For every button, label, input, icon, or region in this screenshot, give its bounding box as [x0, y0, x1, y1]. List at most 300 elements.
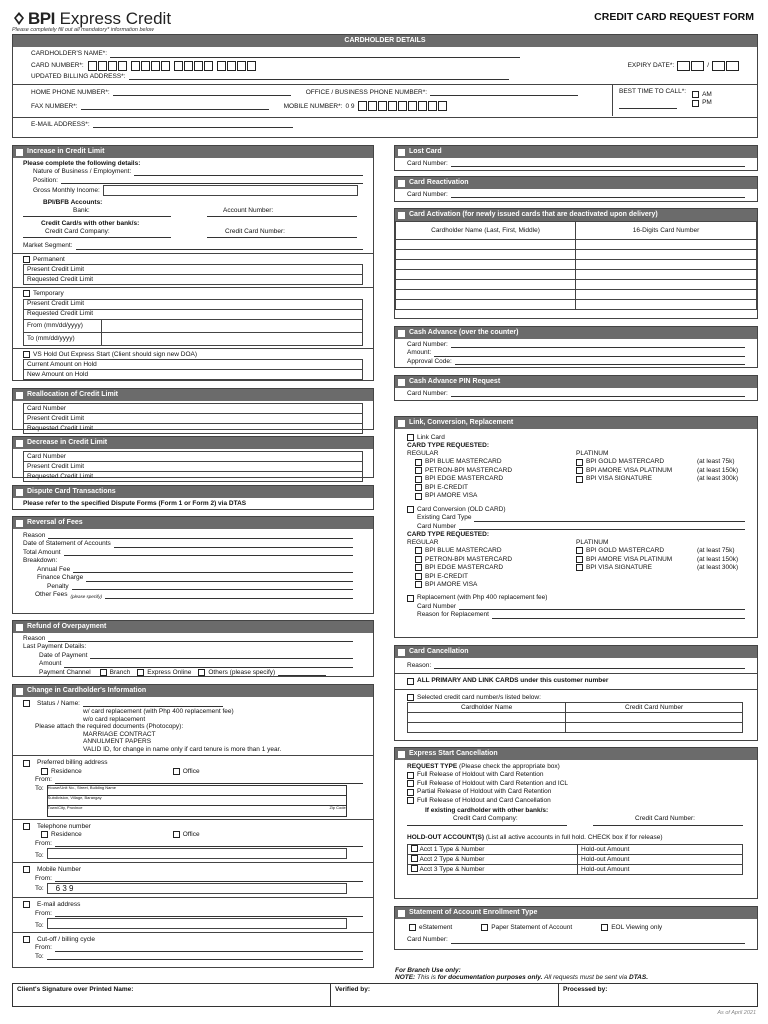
reactivation-title: Card Reactivation — [409, 178, 469, 186]
table-row[interactable] — [396, 300, 757, 310]
billing-field[interactable] — [129, 73, 509, 80]
table-row[interactable] — [408, 723, 743, 733]
expiry-year[interactable] — [712, 61, 739, 71]
lost-card-section — [394, 145, 758, 171]
reg-option-checkbox[interactable] — [415, 547, 422, 554]
cardholder-title: CARDHOLDER DETAILS — [13, 35, 757, 47]
reversal-reason-field[interactable] — [48, 532, 353, 539]
branch-label: Branch — [109, 668, 131, 676]
link-title: Link, Conversion, Replacement — [409, 418, 514, 426]
pm-checkbox[interactable] — [692, 100, 699, 107]
es-option: Partial Release of Holdout with Card Retention — [417, 788, 552, 796]
other-fees-note: (please specify) — [70, 593, 103, 599]
acct-label: Acct 1 Type & Number — [419, 846, 485, 854]
email-to-label: To: — [35, 921, 44, 929]
zip-code: Zip Code — [329, 804, 346, 810]
acct-checkbox[interactable] — [411, 865, 418, 872]
reg-option-checkbox[interactable] — [415, 476, 422, 483]
cutoff-to-field[interactable] — [47, 953, 363, 960]
to-date-label: To (mm/dd/yyyy) — [24, 332, 102, 345]
approval-field[interactable] — [455, 358, 745, 365]
dispute-title: Dispute Card Transactions — [27, 487, 116, 495]
reg-option: PETRON-BPI MASTERCARD — [425, 466, 513, 474]
plat-option: BPI AMORE VISA PLATINUM — [586, 466, 673, 474]
react-card-field[interactable] — [451, 191, 745, 198]
activation-col1: Cardholder Name (Last, First, Middle) — [396, 222, 576, 240]
lost-card-field[interactable] — [451, 160, 745, 167]
reg-option: PETRON-BPI MASTERCARD — [425, 555, 513, 563]
es-option: Full Release of Holdout and Card Cancellation — [417, 796, 551, 804]
card-number-boxes[interactable] — [131, 61, 170, 71]
all-cards-checkbox[interactable] — [407, 678, 414, 685]
to-date-field[interactable] — [102, 332, 363, 345]
activation-checkbox[interactable] — [398, 212, 405, 219]
attach-label: Please attach the required documents (Photocopy): — [35, 723, 184, 731]
pref-billing-label: Preferred billing address — [37, 759, 108, 767]
es-company-label: Credit Card Company: — [453, 814, 518, 822]
soa-section — [394, 906, 758, 950]
perm-requested-label: Requested Credit Limit — [24, 275, 363, 285]
cash-amount-field[interactable] — [434, 350, 745, 357]
table-row[interactable] — [408, 713, 743, 723]
reallocation-title: Reallocation of Credit Limit — [27, 390, 119, 398]
table-row[interactable] — [396, 290, 757, 300]
annual-fee-field[interactable] — [73, 566, 353, 573]
plat-option: BPI VISA SIGNATURE — [586, 564, 652, 572]
bpi-accounts-label: BPI/BFB Accounts: — [43, 199, 103, 207]
tel-office-checkbox[interactable] — [173, 831, 180, 838]
other-fees-field[interactable] — [105, 592, 353, 599]
es-existing-label: If existing cardholder with other bank/s: — [425, 807, 549, 815]
online-label: Express Online — [147, 668, 192, 676]
cash-title: Cash Advance (over the counter) — [409, 328, 519, 336]
change-checkbox[interactable] — [16, 688, 23, 695]
reg-option-checkbox[interactable] — [415, 493, 422, 500]
penalty-field[interactable] — [72, 583, 353, 590]
conv-card-field[interactable] — [459, 523, 745, 530]
plat-option: BPI VISA SIGNATURE — [586, 475, 652, 483]
dispute-checkbox[interactable] — [16, 489, 23, 496]
nature-field[interactable] — [134, 169, 363, 176]
status-label: Status / Name: — [37, 700, 80, 707]
other-fees-label: Other Fees — [35, 591, 68, 599]
wo-card-replacement: w/o card replacement — [83, 715, 146, 723]
tel-to-label: To: — [35, 851, 44, 859]
req-type-note: (Please check the appropriate box) — [459, 763, 560, 770]
home-label: HOME PHONE NUMBER*: — [31, 88, 110, 96]
pin-card-field[interactable] — [451, 390, 745, 397]
verified-by[interactable]: Verified by: — [331, 984, 559, 1006]
mobile-from-field[interactable] — [55, 875, 363, 882]
cancel-reason-field[interactable] — [434, 662, 745, 669]
approval-label: Approval Code: — [407, 357, 452, 365]
gross-field[interactable] — [103, 185, 358, 196]
office-checkbox[interactable] — [173, 768, 180, 775]
decrease-section — [12, 436, 374, 478]
paper-checkbox[interactable] — [481, 924, 488, 931]
tel-to-field[interactable] — [47, 848, 347, 859]
increase-instructions: Please complete the following details: — [23, 160, 141, 167]
es-company-field[interactable] — [407, 825, 567, 826]
eol-checkbox[interactable] — [601, 924, 608, 931]
plat-option-checkbox[interactable] — [576, 547, 583, 554]
card-number-boxes[interactable] — [217, 61, 256, 71]
account-field[interactable] — [207, 216, 357, 217]
tel-from-label: From: — [35, 839, 52, 847]
cutoff-to-label: To: — [35, 952, 44, 960]
realloc-requested-label: Requested Credit Limit — [24, 424, 363, 434]
market-label: Market Segment: — [23, 242, 73, 250]
platinum-label: PLATINUM — [576, 449, 609, 457]
soa-date-label: Date of Statement of Accounts — [23, 540, 111, 548]
nature-label: Nature of Business / Employment: — [33, 168, 132, 176]
breakdown-label: Breakdown: — [23, 557, 58, 565]
card-number-boxes[interactable] — [88, 61, 127, 71]
telephone-label: Telephone number — [37, 822, 91, 830]
pref-billing-checkbox[interactable] — [23, 760, 30, 767]
reg-option: BPI EDGE MASTERCARD — [425, 475, 504, 483]
estatement-checkbox[interactable] — [409, 924, 416, 931]
all-cards-label: ALL PRIMARY AND LINK CARDS under this customer number — [417, 677, 609, 685]
residence-checkbox[interactable] — [41, 768, 48, 775]
email-field[interactable] — [93, 121, 293, 128]
holdout-amount: Hold-out Amount — [578, 844, 743, 854]
reallocation-checkbox[interactable] — [16, 392, 23, 399]
table-row[interactable] — [408, 844, 743, 854]
lost-checkbox[interactable] — [398, 149, 405, 156]
card-number-label: CARD NUMBER*: — [31, 61, 84, 69]
processed-by[interactable]: Processed by: — [563, 986, 608, 993]
office-label: OFFICE / BUSINESS PHONE NUMBER*: — [305, 88, 428, 96]
tel-residence-checkbox[interactable] — [41, 831, 48, 838]
lost-title: Lost Card — [409, 147, 442, 155]
increase-checkbox[interactable] — [16, 149, 23, 156]
realloc-present-label: Present Credit Limit — [24, 414, 363, 424]
temp-present-label: Present Credit Limit — [24, 299, 363, 309]
tel-from-field[interactable] — [55, 840, 363, 847]
client-signature[interactable]: Client's Signature over Printed Name: — [13, 984, 331, 1006]
telephone-checkbox[interactable] — [23, 823, 30, 830]
reg-option: BPI BLUE MASTERCARD — [425, 547, 502, 555]
es-option-checkbox[interactable] — [407, 772, 414, 779]
type-req-label: CARD TYPE REQUESTED: — [407, 442, 489, 450]
cancel-title: Card Cancellation — [409, 647, 469, 655]
email-checkbox[interactable] — [23, 901, 30, 908]
online-checkbox[interactable] — [137, 669, 144, 676]
address-line3: Town/City, Province — [47, 804, 83, 810]
footer-note: NOTE: This is for documentation purposes only. All requests must be sent via DTAS. — [395, 974, 649, 981]
plat-amount: (at least 75k) — [697, 547, 735, 555]
position-label: Position: — [33, 176, 58, 184]
conversion-label: Card Conversion (OLD CARD) — [417, 505, 506, 513]
address-line1: House/Unit No., Street, Building Name — [48, 786, 346, 796]
plat-option-checkbox[interactable] — [576, 556, 583, 563]
status-checkbox[interactable] — [23, 700, 30, 707]
table-row[interactable] — [396, 270, 757, 280]
increase-title: Increase in Credit Limit — [27, 147, 105, 155]
decrease-checkbox[interactable] — [16, 440, 23, 447]
reg-option: BPI AMORE VISA — [425, 492, 478, 500]
reactivation-checkbox[interactable] — [398, 180, 405, 187]
decrease-present-label: Present Credit Limit — [24, 462, 363, 472]
cutoff-checkbox[interactable] — [23, 936, 30, 943]
es-ccnum-label: Credit Card Number: — [635, 814, 695, 822]
penalty-label: Penalty — [47, 582, 69, 590]
reversal-section — [12, 516, 374, 614]
table-row[interactable] — [408, 864, 743, 874]
conversion-checkbox[interactable] — [407, 506, 414, 513]
reg-option: BPI E-CREDIT — [425, 572, 468, 580]
holdout-note: (List all active accounts in full hold. CHECK box if for release) — [485, 834, 663, 842]
bank-field[interactable] — [23, 216, 171, 217]
position-field[interactable] — [61, 177, 363, 184]
es-ccnum-field[interactable] — [593, 825, 743, 826]
soa-date-field[interactable] — [114, 541, 353, 548]
email-to-field[interactable] — [47, 918, 347, 929]
reversal-checkbox[interactable] — [16, 520, 23, 527]
refund-reason-field[interactable] — [48, 635, 353, 642]
payment-amount-label: Amount — [39, 660, 62, 668]
status-field[interactable] — [83, 700, 223, 707]
holdout-amount: Hold-out Amount — [578, 864, 743, 874]
table-row[interactable] — [396, 240, 757, 250]
increase-credit-section — [12, 145, 374, 381]
finance-charge-label: Finance Charge — [37, 574, 84, 582]
react-card-label: Card Number: — [407, 191, 448, 198]
temp-requested-label: Requested Credit Limit — [24, 309, 363, 319]
payment-amount-field[interactable] — [64, 661, 353, 668]
reg-option: BPI BLUE MASTERCARD — [425, 458, 502, 466]
cc-company-field[interactable] — [23, 237, 171, 238]
cash-amount-label: Amount: — [407, 349, 432, 357]
realloc-card-label: Card Number — [24, 404, 363, 414]
tel-residence-label: Residence — [51, 831, 82, 839]
email-from-field[interactable] — [55, 910, 363, 917]
es-option-checkbox[interactable] — [407, 797, 414, 804]
acct-label: Acct 2 Type & Number — [419, 856, 485, 864]
email-from-label: From: — [35, 909, 52, 917]
es-checkbox[interactable] — [398, 751, 405, 758]
change-title: Change in Cardholder's Information — [27, 686, 147, 694]
reallocation-section — [12, 388, 374, 430]
reg-option-checkbox[interactable] — [415, 581, 422, 588]
fax-field[interactable] — [81, 103, 269, 110]
plat-option-checkbox[interactable] — [576, 476, 583, 483]
mobile-boxes[interactable] — [358, 101, 447, 111]
permanent-checkbox[interactable] — [23, 256, 30, 263]
regular-label-2: REGULAR — [407, 538, 439, 546]
table-row[interactable] — [396, 260, 757, 270]
repl-card-label: Card Number — [417, 602, 457, 610]
decrease-title: Decrease in Credit Limit — [27, 438, 108, 446]
table-row[interactable] — [396, 280, 757, 290]
mobile-to-label: To: — [35, 884, 44, 892]
estatement-label: eStatement — [419, 924, 453, 931]
cc-number-field[interactable] — [207, 237, 357, 238]
am-checkbox[interactable] — [692, 91, 699, 98]
bpi-logo: BPI Express Credit — [12, 9, 171, 29]
cash-advance-section — [394, 326, 758, 368]
repl-card-field[interactable] — [459, 603, 745, 610]
req-type-label: REQUEST TYPE — [407, 763, 458, 770]
plat-amount: (at least 300k) — [697, 475, 739, 483]
mobile-to-field[interactable]: 6 3 9 — [47, 883, 347, 894]
payment-date-label: Date of Payment — [39, 651, 88, 659]
plat-option-checkbox[interactable] — [576, 564, 583, 571]
from-date-field[interactable] — [102, 319, 363, 332]
gross-label: Gross Monthly Income: — [33, 187, 100, 195]
total-amount-label: Total Amount — [23, 548, 61, 556]
conv-card-label: Card Number — [417, 522, 457, 530]
card-number-boxes[interactable] — [174, 61, 213, 71]
plat-option-checkbox[interactable] — [576, 459, 583, 466]
valid-id-note: VALID ID, for change in name only if card tenure is more than 1 year. — [83, 745, 282, 753]
billing-from-field[interactable] — [55, 777, 363, 784]
cancel-col1: Cardholder Name — [408, 703, 566, 713]
vs-checkbox[interactable] — [23, 351, 30, 358]
plat-amount: (at least 150k) — [697, 555, 739, 563]
tagline: Please completely fill out all mandatory* information below — [12, 27, 154, 33]
eol-label: EOL Viewing only — [611, 924, 663, 931]
bank-label: Bank: — [73, 206, 90, 214]
soa-card-field[interactable] — [451, 937, 745, 944]
soa-card-label: Card Number: — [407, 936, 448, 944]
pin-checkbox[interactable] — [398, 379, 405, 386]
cutoff-label: Cut-off / billing cycle — [37, 935, 96, 943]
as-of-date: As of April 2021 — [717, 1010, 756, 1016]
bpi-logo-icon — [12, 11, 26, 26]
payment-channel-label: Payment Channel — [39, 668, 91, 676]
lost-card-label: Card Number: — [407, 160, 448, 167]
name-field[interactable] — [110, 51, 520, 58]
link-section — [394, 416, 758, 638]
acct-checkbox[interactable] — [411, 845, 418, 852]
expiry-month[interactable] — [677, 61, 704, 71]
replacement-checkbox[interactable] — [407, 595, 414, 602]
existing-type-field[interactable] — [474, 515, 745, 522]
soa-title: Statement of Account Enrollment Type — [409, 908, 538, 916]
reg-option-checkbox[interactable] — [415, 459, 422, 466]
refund-title: Refund of Overpayment — [27, 622, 107, 630]
mobile-checkbox[interactable] — [23, 866, 30, 873]
express-start-section — [394, 747, 758, 899]
type-req-label-2: CARD TYPE REQUESTED: — [407, 531, 489, 539]
annulment-papers: ANNULMENT PAPERS — [83, 738, 152, 746]
es-option: Full Release of Holdout with Card Retention and ICL — [417, 779, 569, 787]
market-field[interactable] — [76, 243, 364, 250]
es-option-checkbox[interactable] — [407, 780, 414, 787]
es-option-checkbox[interactable] — [407, 789, 414, 796]
cash-card-field[interactable] — [451, 341, 745, 348]
soa-checkbox[interactable] — [398, 910, 405, 917]
link-card-checkbox[interactable] — [407, 434, 414, 441]
reg-option-checkbox[interactable] — [415, 556, 422, 563]
dispute-text: Please refer to the specified Dispute Forms (Form 1 or Form 2) via DTAS — [23, 500, 247, 507]
paper-label: Paper Statement of Account — [491, 924, 573, 931]
refund-checkbox[interactable] — [16, 624, 23, 631]
plat-option-checkbox[interactable] — [576, 467, 583, 474]
branch-checkbox[interactable] — [100, 669, 107, 676]
cash-checkbox[interactable] — [398, 330, 405, 337]
am-label: AM — [702, 90, 712, 98]
reg-option-checkbox[interactable] — [415, 564, 422, 571]
acct-label: Acct 3 Type & Number — [419, 866, 485, 874]
plat-amount: (at least 300k) — [697, 564, 739, 572]
total-amount-field[interactable] — [64, 549, 353, 556]
pm-label: PM — [702, 99, 712, 107]
permanent-label: Permanent — [33, 255, 65, 263]
table-row[interactable] — [408, 854, 743, 864]
mobile-label: MOBILE NUMBER*: — [283, 102, 343, 110]
fax-label: FAX NUMBER*: — [31, 102, 78, 110]
best-time-field[interactable] — [619, 95, 677, 109]
decrease-requested-label: Requested Credit Limit — [24, 472, 363, 482]
cancel-checkbox[interactable] — [398, 649, 405, 656]
holdout-amount: Hold-out Amount — [578, 854, 743, 864]
current-hold-label: Current Amount on Hold — [24, 360, 363, 370]
plat-amount: (at least 75k) — [697, 458, 735, 466]
temporary-checkbox[interactable] — [23, 290, 30, 297]
selected-cards-checkbox[interactable] — [407, 694, 414, 701]
marriage-contract: MARRIAGE CONTRACT — [83, 730, 156, 738]
name-label: CARDHOLDER'S NAME*: — [31, 50, 108, 58]
reg-option: BPI EDGE MASTERCARD — [425, 564, 504, 572]
expiry-label: EXPIRY DATE*: — [627, 61, 675, 69]
reactivation-section — [394, 176, 758, 202]
change-info-section — [12, 684, 374, 968]
home-field[interactable] — [113, 89, 291, 96]
billing-from-label: From: — [35, 776, 52, 784]
plat-option: BPI GOLD MASTERCARD — [586, 547, 665, 555]
platinum-label-2: PLATINUM — [576, 538, 609, 546]
reg-option-checkbox[interactable] — [415, 573, 422, 580]
cancel-col2: Credit Card Number — [566, 703, 743, 713]
reversal-reason-label: Reason — [23, 532, 46, 539]
refund-reason-label: Reason — [23, 635, 46, 642]
cutoff-from-label: From: — [35, 944, 52, 952]
perm-present-label: Present Credit Limit — [24, 265, 363, 275]
others-checkbox[interactable] — [198, 669, 205, 676]
table-row[interactable] — [396, 250, 757, 260]
change-mobile-label: Mobile Number — [37, 866, 82, 874]
billing-label: UPDATED BILLING ADDRESS*: — [31, 72, 126, 80]
reg-option: BPI E-CREDIT — [425, 483, 468, 491]
activation-col2: 16-Digits Card Number — [576, 222, 757, 240]
reg-option-checkbox[interactable] — [415, 467, 422, 474]
signature-table — [12, 983, 758, 1007]
address-line2: Subdivision, Village, Barangay — [48, 796, 346, 806]
address-grid[interactable] — [47, 785, 347, 817]
es-option: Full Release of Holdout with Card Retention — [417, 771, 544, 779]
cutoff-from-field[interactable] — [55, 945, 363, 952]
finance-charge-field[interactable] — [86, 575, 353, 582]
account-number-label: Account Number: — [223, 206, 274, 214]
reg-option: BPI AMORE VISA — [425, 580, 478, 588]
replacement-label: Replacement (with Php 400 replacement fee) — [417, 594, 548, 602]
office-field[interactable] — [430, 89, 578, 96]
link-checkbox[interactable] — [398, 420, 405, 427]
new-hold-label: New Amount on Hold — [24, 370, 363, 380]
payment-date-field[interactable] — [90, 652, 353, 659]
plat-option: BPI GOLD MASTERCARD — [586, 458, 665, 466]
others-field[interactable] — [278, 669, 326, 676]
repl-reason-field[interactable] — [492, 612, 745, 619]
annual-fee-label: Annual Fee — [37, 565, 71, 573]
acct-checkbox[interactable] — [411, 855, 418, 862]
activation-title: Card Activation (for newly issued cards that are deactivated upon delivery) — [409, 210, 658, 218]
reg-option-checkbox[interactable] — [415, 484, 422, 491]
branch-use-label: For Branch Use only: — [395, 967, 461, 974]
